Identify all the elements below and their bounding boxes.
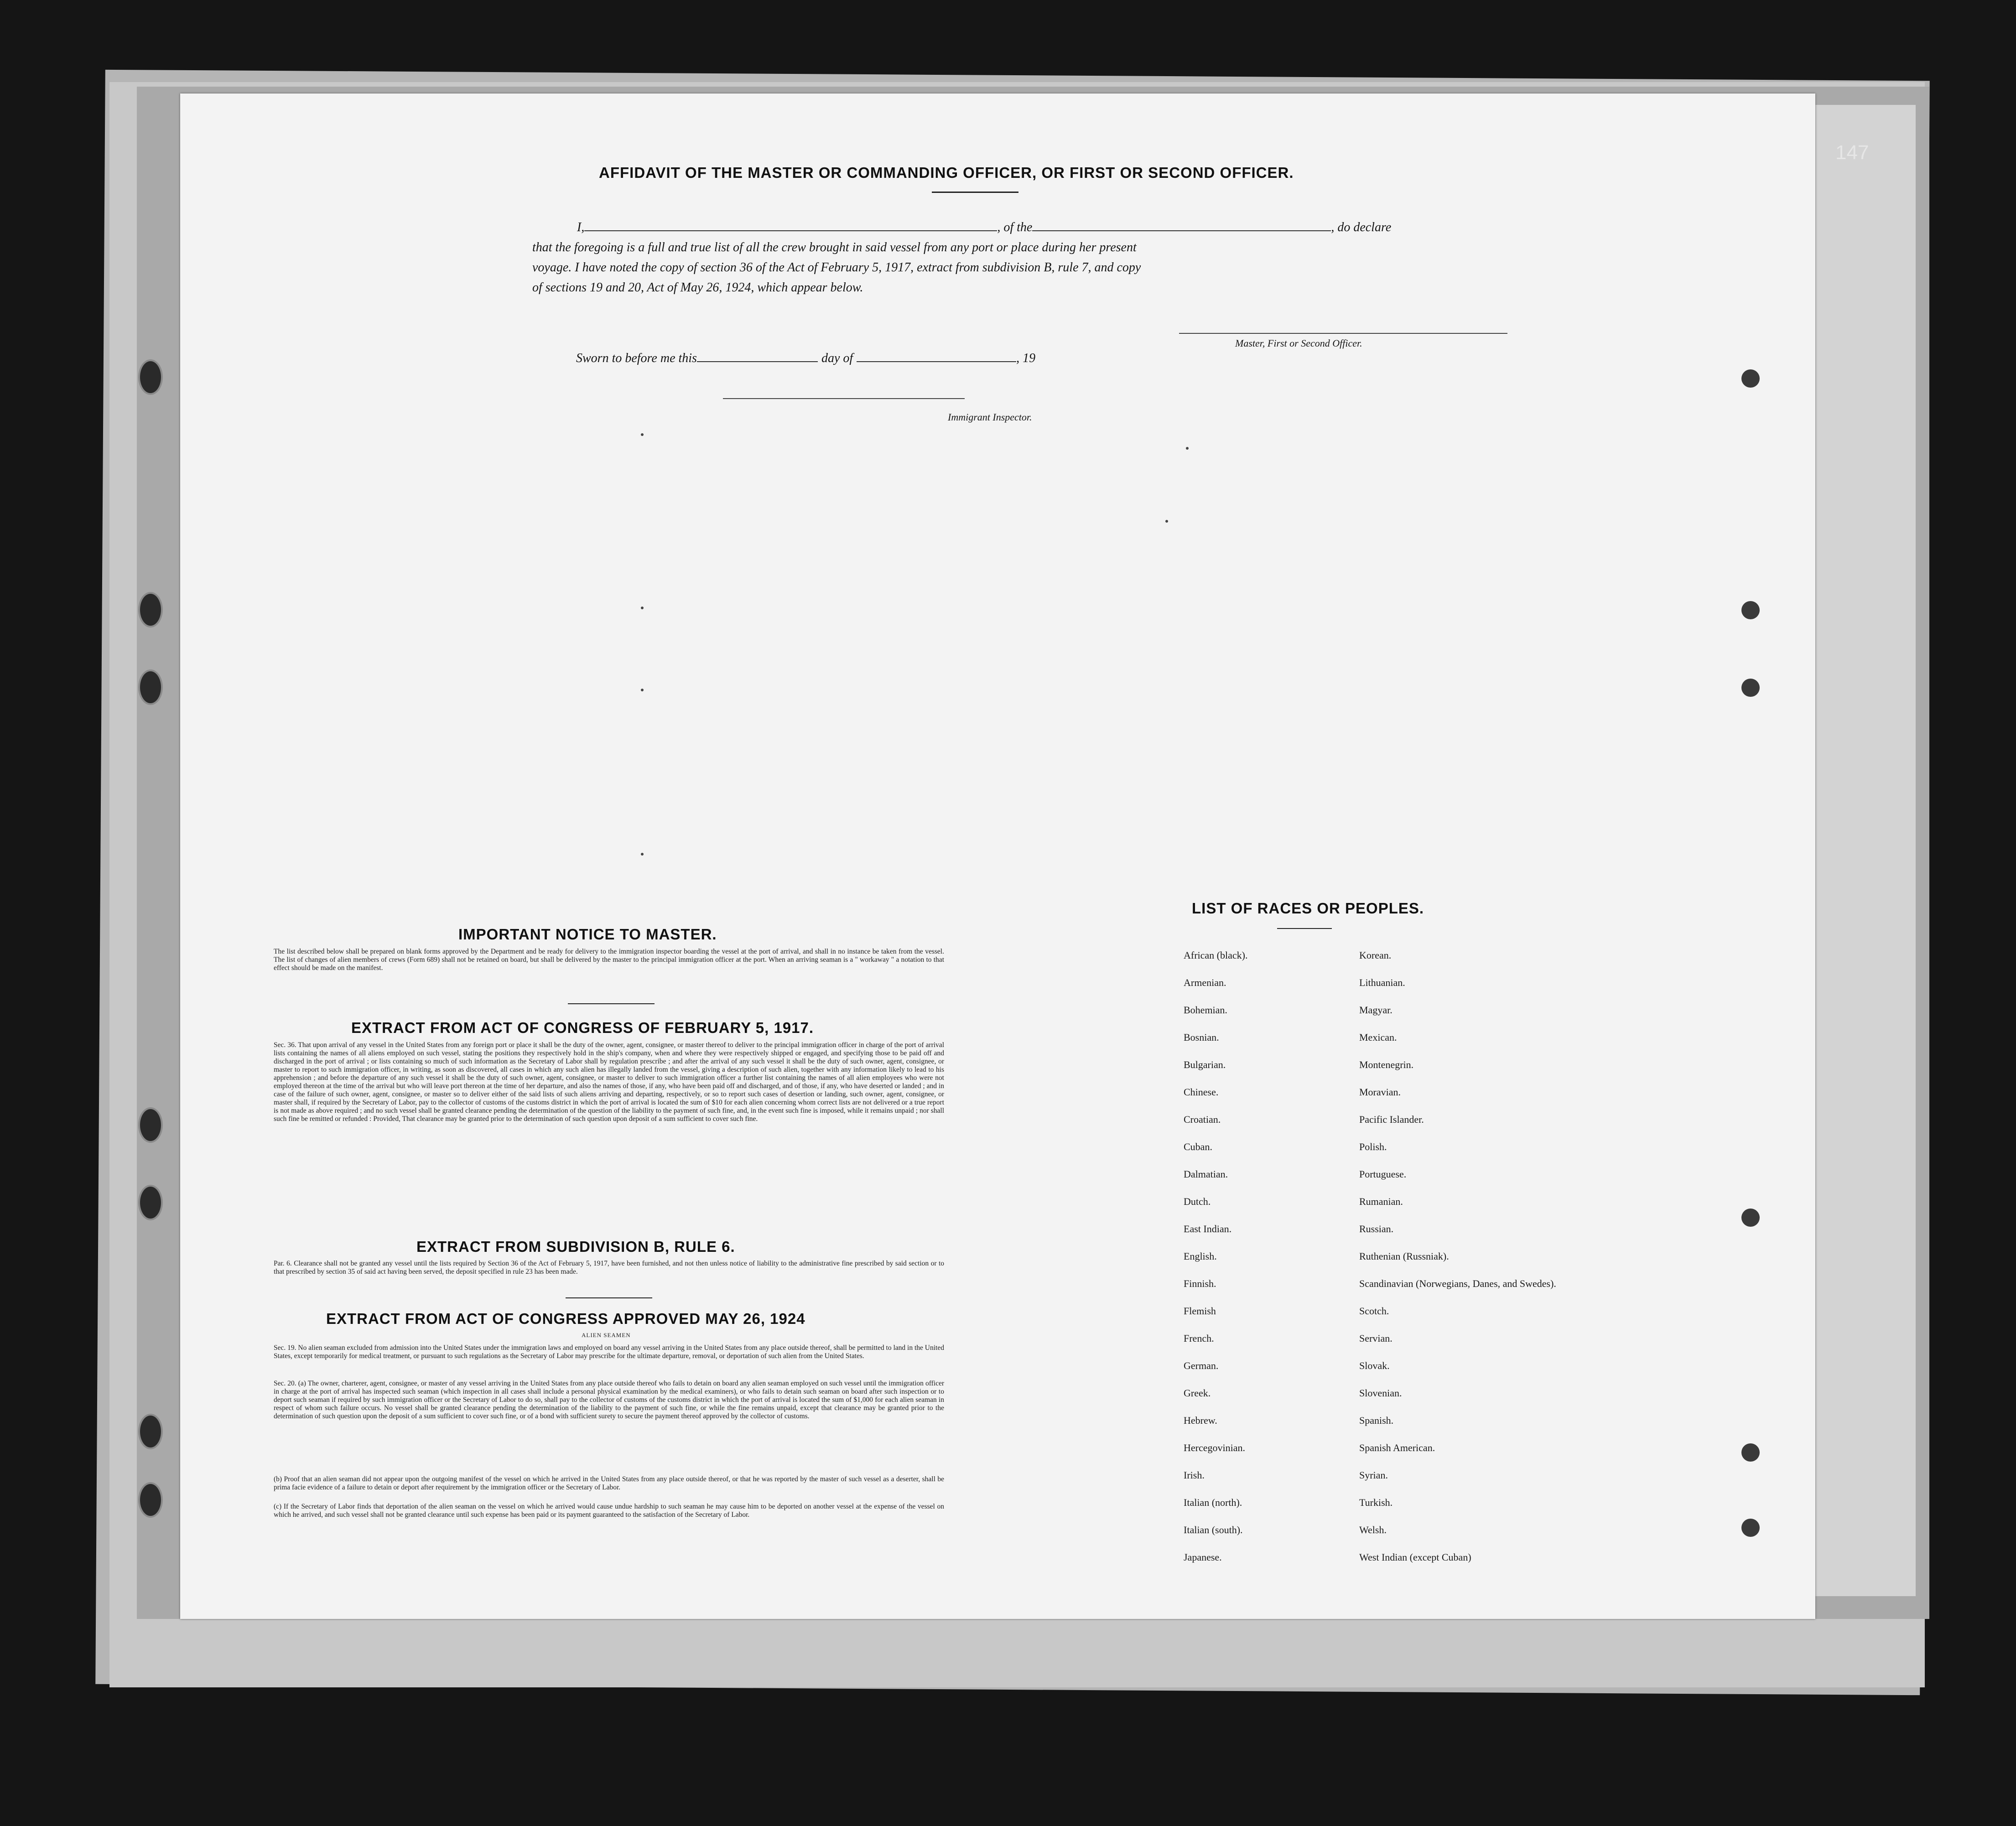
race-item: Korean.: [1359, 949, 1392, 961]
sec20c-body: (c) If the Secretary of Labor finds that deportation of the alien seaman on the vessel on which he arrived would cause undue hardship to such seaman he may cause him to be deported on another vessel at the expense of the vessel on which he arrived, and such vessel shall not be granted clearance until such expense has been paid or its payment guaranteed to the satisfaction of the Secretary of Labor.: [274, 1503, 944, 1519]
race-item: Dalmatian.: [1184, 1168, 1228, 1180]
race-item: Rumanian.: [1359, 1196, 1403, 1207]
extract-1924-subtitle: ALIEN SEAMEN: [582, 1332, 631, 1338]
race-item: Scotch.: [1359, 1305, 1389, 1317]
race-item: Bosnian.: [1184, 1032, 1219, 1043]
affidavit-line-1: I, , of the , do declare: [577, 220, 1392, 234]
race-item: Ruthenian (Russniak).: [1359, 1250, 1449, 1262]
sworn-line: Sworn to before me this day of , 19: [576, 351, 1036, 365]
race-item: Servian.: [1359, 1333, 1392, 1344]
divider: [568, 1003, 655, 1004]
race-item: East Indian.: [1184, 1223, 1232, 1235]
race-item: Hebrew.: [1184, 1415, 1217, 1426]
bleed-mark: [1165, 520, 1168, 523]
notice-body: The list described below shall be prepared on blank forms approved by the Department and be ready for delivery to the immigration inspector boarding the vessel at the port of arrival, and shall in no instance be taken from the vessel. The list of changes of alien members of crews (Form 689) shall not be retained on board, but shall be delivered by the master to the principal immigration officer at the port. When an arriving seaman is a " workaway " a notation to that effect should be made on the manifest.: [274, 948, 944, 972]
notice-title: IMPORTANT NOTICE TO MASTER.: [458, 926, 717, 943]
race-item: German.: [1184, 1360, 1219, 1371]
race-item: Lithuanian.: [1359, 977, 1405, 988]
binder-hole: [1741, 601, 1760, 619]
race-item: Hercegovinian.: [1184, 1442, 1245, 1453]
race-item: French.: [1184, 1333, 1214, 1344]
race-item: Moravian.: [1359, 1086, 1401, 1098]
inspector-label: Immigrant Inspector.: [948, 411, 1032, 423]
affidavit-line-4: of sections 19 and 20, Act of May 26, 1924, which appear below.: [532, 280, 863, 295]
race-item: Spanish American.: [1359, 1442, 1435, 1453]
binder-hole: [1741, 1209, 1760, 1227]
binder-hole: [138, 1185, 163, 1220]
sec20a-body: Sec. 20. (a) The owner, charterer, agent, consignee, or master of any vessel arriving in the United States from any place outside thereof who fails to detain on board any alien seaman employed on such vessel until the immigration officer in charge at the port of arrival has inspected such seaman (which inspection in all cases shall include a personal physical examination by the medical examiners), or who fails to detain such seaman on board after such inspection or to deport such seaman if required by such immigration officer or the Secretary of Labor to do so, shall pay to the collector of customs of the customs district in which the port of arrival is located the sum of $1,000 for each alien seaman in respect of whom such failure occurs. No vessel shall be granted clearance pending the determination of the liability to the payment of such fine, or while the fine remains unpaid, except that clearance may be granted prior to the determination of such question upon the deposit of a sum sufficient to cover such fine, or of a bond with sufficient surety to secure the payment thereof approved by the collector of customs.: [274, 1380, 944, 1420]
race-item: Welsh.: [1359, 1524, 1387, 1536]
race-item: Dutch.: [1184, 1196, 1211, 1207]
bleed-mark: [641, 433, 644, 436]
month-blank: [857, 361, 1016, 362]
race-item: Syrian.: [1359, 1469, 1388, 1481]
race-item: Spanish.: [1359, 1415, 1394, 1426]
race-item: West Indian (except Cuban): [1359, 1551, 1471, 1563]
binder-hole: [138, 669, 163, 705]
extract-rule6-title: EXTRACT FROM SUBDIVISION B, RULE 6.: [416, 1238, 735, 1255]
binder-hole: [1741, 369, 1760, 388]
divider: [566, 1297, 652, 1298]
binder-hole: [1741, 1519, 1760, 1537]
signature-label: Master, First or Second Officer.: [1235, 337, 1362, 349]
race-item: Scandinavian (Norwegians, Danes, and Swedes).: [1359, 1278, 1556, 1289]
sec19-body: Sec. 19. No alien seaman excluded from admission into the United States under the immigration laws and employed on board any vessel arriving in the United States from any place outside thereof, shall be permitted to land in the United States, except temporarily for medical treatment, or pursuant to such regulations as the Secretary of Labor may prescribe for the ultimate departure, removal, or deportation of such alien from the United States.: [274, 1344, 944, 1360]
race-item: Polish.: [1359, 1141, 1387, 1152]
race-item: Irish.: [1184, 1469, 1205, 1481]
race-item: Italian (north).: [1184, 1497, 1242, 1508]
race-item: Greek.: [1184, 1387, 1211, 1399]
race-item: Bohemian.: [1184, 1004, 1227, 1016]
affidavit-title: AFFIDAVIT OF THE MASTER OR COMMANDING OFFICER, OR FIRST OR SECOND OFFICER.: [599, 164, 1294, 181]
page-number: 147: [1835, 141, 1869, 164]
binder-hole: [1741, 679, 1760, 697]
race-item: Armenian.: [1184, 977, 1226, 988]
name-blank: [584, 230, 997, 231]
vessel-blank: [1032, 230, 1331, 231]
day-blank: [697, 361, 818, 362]
race-item: Mexican.: [1359, 1032, 1397, 1043]
race-item: Finnish.: [1184, 1278, 1216, 1289]
bleed-mark: [1186, 447, 1189, 450]
race-item: Pacific Islander.: [1359, 1114, 1424, 1125]
divider: [932, 192, 1018, 193]
extract-1924-title: EXTRACT FROM ACT OF CONGRESS APPROVED MAY 26, 1924: [326, 1310, 805, 1327]
affidavit-page: [180, 93, 1815, 1619]
binder-hole: [138, 1107, 163, 1143]
bleed-mark: [641, 607, 644, 609]
affidavit-line-2: that the foregoing is a full and true list of all the crew brought in said vessel from any port or place during her present: [532, 240, 1137, 254]
race-item: Montenegrin.: [1359, 1059, 1414, 1070]
bleed-mark: [641, 853, 644, 856]
signature-line: [1179, 333, 1507, 334]
extract-rule6-body: Par. 6. Clearance shall not be granted any vessel until the lists required by Section 36 of the Act of February 5, 1917, have been furnished, and not then unless notice of liability to the administrative fine prescribed by said section or to that prescribed by section 35 of said act having been served, the deposit specified in rule 23 has been made.: [274, 1260, 944, 1276]
race-item: Slovenian.: [1359, 1387, 1402, 1399]
race-item: Bulgarian.: [1184, 1059, 1226, 1070]
race-item: Italian (south).: [1184, 1524, 1243, 1536]
sec20b-body: (b) Proof that an alien seaman did not appear upon the outgoing manifest of the vessel on which he arrived in the United States from any place outside thereof, or that he was reported by the master of such vessel as a deserter, shall be prima facie evidence of a failure to detain or deport after requirement by the immigration officer or the Secretary of Labor.: [274, 1475, 944, 1491]
binder-hole: [138, 592, 163, 628]
race-item: English.: [1184, 1250, 1217, 1262]
race-item: Chinese.: [1184, 1086, 1219, 1098]
binder-hole: [138, 1482, 163, 1518]
race-item: Russian.: [1359, 1223, 1394, 1235]
extract-1917-body: Sec. 36. That upon arrival of any vessel in the United States from any foreign port or place it shall be the duty of the owner, agent, consignee, or master thereof to deliver to the principal immigration officer in charge of the port of arrival lists containing the names of all aliens employed on such vessel, stating the positions they respectively hold in the ship's company, when and where they were respectively shipped or engaged, and specifying those to be paid off and discharged in the port of arrival ; or lists containing so much of such information as the Secretary of Labor shall by regulation prescribe ; and after the arrival of any such vessel it shall be the duty of such owner, agent, consignee, or master to report to such immigration officer, in writing, as soon as discovered, all cases in which any such alien has illegally landed from the vessel, giving a description of such alien, together with any information likely to lead to his apprehension ; and before the departure of any such vessel it shall be the duty of such owner, agent, consignee, or master to deliver to such immigration officer a further list containing the names of all alien employees who were not employed thereon at the time of the arrival but who will leave port thereon at the time of her departure, and also the names of those, if any, who have been paid off and discharged, and of those, if any, who have deserted or landed ; and in case of the failure of such owner, agent, consignee, or master so to deliver either of the said lists of such aliens arriving and departing, respectively, or so to report such cases of desertion or landing, such owner, agent, consignee, or master shall, if required by the Secretary of Labor, pay to the collector of customs of the customs district in which the port of arrival is located the sum of $10 for each alien concerning whom correct lists are not delivered or a true report is not made as above required ; and no such vessel shall be granted clearance pending the determination of the question of the liability to the payment of such fine, and, in the event such fine is imposed, while it remains unpaid ; nor shall such fine be remitted or refunded : Provided, That clearance may be granted prior to the determination of such question upon deposit of a sum sufficient to cover such fine.: [274, 1041, 944, 1123]
inspector-line: [723, 398, 965, 399]
affidavit-line-3: voyage. I have noted the copy of section 36 of the Act of February 5, 1917, extract from subdivision B, rule 7, and copy: [532, 260, 1141, 275]
race-item: Slovak.: [1359, 1360, 1390, 1371]
binder-hole: [138, 359, 163, 395]
binder-hole: [138, 1414, 163, 1449]
race-item: African (black).: [1184, 949, 1248, 961]
extract-1917-title: EXTRACT FROM ACT OF CONGRESS OF FEBRUARY 5, 1917.: [351, 1019, 814, 1036]
bleed-mark: [641, 689, 644, 691]
divider: [1277, 928, 1332, 929]
races-title: LIST OF RACES OR PEOPLES.: [1192, 900, 1424, 917]
race-item: Cuban.: [1184, 1141, 1212, 1152]
race-item: Croatian.: [1184, 1114, 1221, 1125]
binder-hole: [1741, 1443, 1760, 1462]
race-item: Turkish.: [1359, 1497, 1393, 1508]
race-item: Portuguese.: [1359, 1168, 1407, 1180]
race-item: Flemish: [1184, 1305, 1216, 1317]
race-item: Magyar.: [1359, 1004, 1392, 1016]
race-item: Japanese.: [1184, 1551, 1222, 1563]
